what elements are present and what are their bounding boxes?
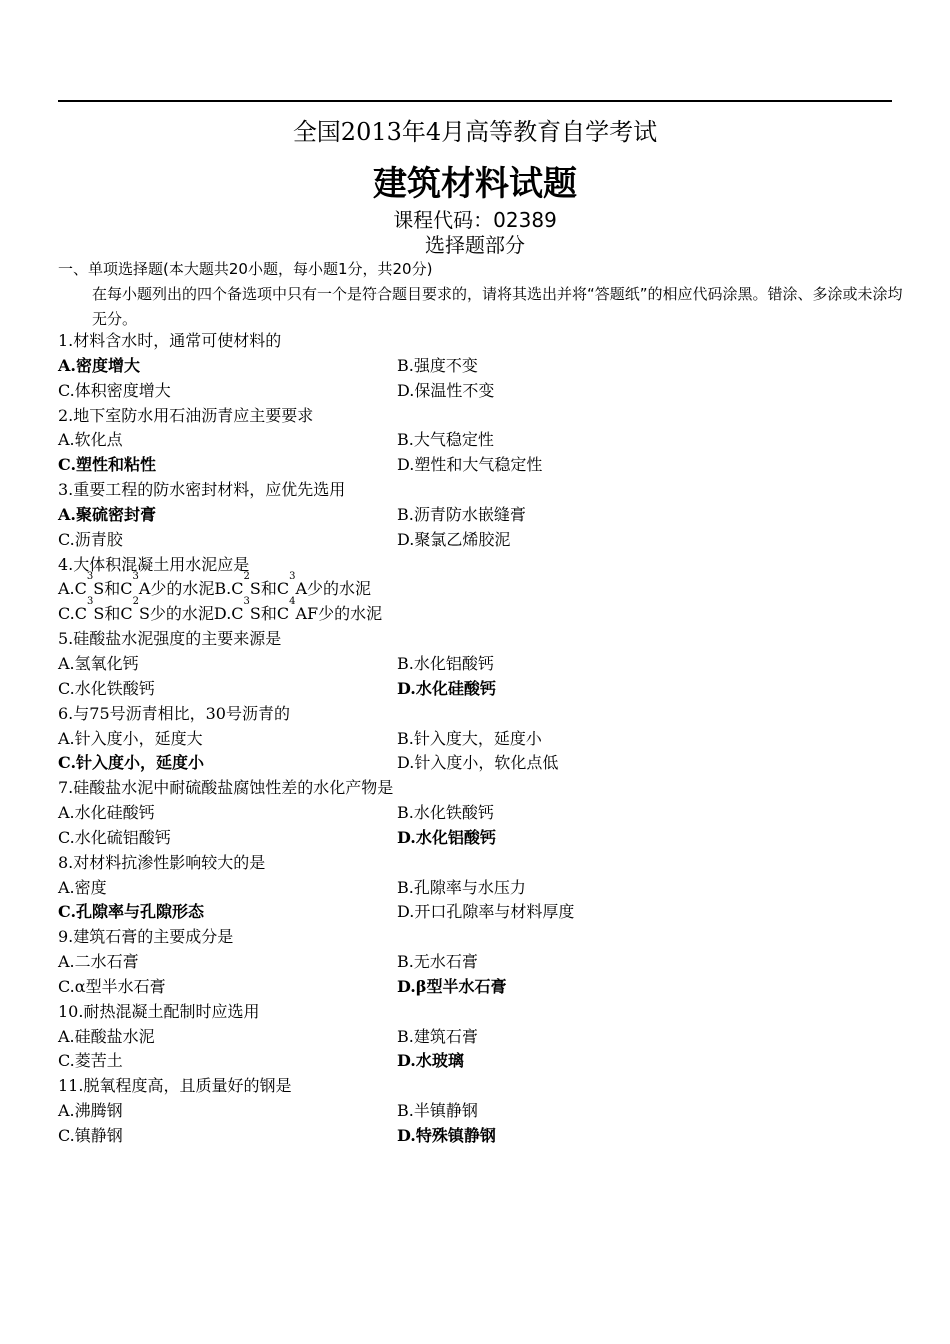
option-c: C.水化硫铝酸钙	[58, 827, 171, 847]
option-row	[58, 801, 892, 826]
option-c: C.镇静钢	[58, 1126, 123, 1145]
option-b: B.水化铝酸钙	[397, 653, 494, 673]
option-a: A.软化点	[58, 430, 123, 450]
option-row	[58, 503, 892, 528]
option-b: B.强度不变	[397, 355, 478, 375]
option-a: A.沸腾钢	[58, 1101, 123, 1121]
question-stem: 3.重要工程的防水密封材料，应优先选用	[58, 480, 346, 500]
option-d: D.聚氯乙烯胶泥	[397, 529, 511, 549]
option-c: C.针入度小，延度小	[58, 753, 205, 773]
option-row	[58, 677, 892, 702]
question-stem: 5.硅酸盐水泥强度的主要来源是	[58, 629, 282, 649]
option-a: A.聚硫密封膏	[58, 504, 156, 524]
question-list	[58, 329, 892, 1149]
section-instructions: 在每小题列出的四个备选项中只有一个是符合题目要求的，请将其选出并将“答题纸”的相应代码涂黑。错涂、多涂或未涂均无分。	[92, 285, 903, 328]
option-row	[58, 727, 892, 752]
option-row	[58, 1099, 892, 1124]
option-row	[58, 1124, 892, 1149]
question-stem: 9.建筑石膏的主要成分是	[58, 927, 234, 947]
option-a: A.氢氧化钙	[58, 653, 139, 673]
option-row	[58, 1025, 892, 1050]
option-row	[58, 428, 892, 453]
option-d: D.水化铝酸钙	[397, 827, 496, 847]
question-stem: 4.大体积混凝土用水泥应是	[58, 554, 250, 574]
option-a: A.水化硅酸钙	[58, 803, 155, 823]
option-b: B.半镇静钢	[397, 1101, 478, 1121]
header-rule	[58, 100, 892, 102]
option-row	[58, 950, 892, 975]
option-c: C.体积密度增大	[58, 380, 171, 400]
option-row	[58, 1049, 892, 1074]
option-row	[58, 751, 892, 776]
option-c: C.孔隙率与孔隙形态	[58, 902, 205, 922]
option-d: D.针入度小，软化点低	[397, 753, 559, 773]
option-row	[58, 453, 892, 478]
option-b: B.针入度大，延度小	[397, 728, 542, 748]
option-row	[58, 354, 892, 379]
option-row	[58, 876, 892, 901]
option-a: A.二水石膏	[58, 952, 139, 972]
option-b: B.无水石膏	[397, 952, 478, 972]
option-d: D.水化硅酸钙	[397, 678, 496, 698]
option-b: B.建筑石膏	[397, 1026, 478, 1046]
part-title: 选择题部分	[425, 233, 525, 257]
option-d: D.开口孔隙率与材料厚度	[397, 902, 575, 922]
option-row	[58, 528, 892, 553]
exam-title: 全国2013年4月高等教育自学考试	[292, 118, 658, 146]
option-d: D.塑性和大气稳定性	[397, 455, 543, 475]
question-stem: 10.耐热混凝土配制时应选用	[58, 1001, 260, 1021]
question-stem: 2.地下室防水用石油沥青应主要要求	[58, 405, 314, 425]
option-b: B.孔隙率与水压力	[397, 877, 526, 897]
question-stem: 6.与75号沥青相比，30号沥青的	[58, 703, 290, 723]
option-row	[58, 900, 892, 925]
option-d: D.β型半水石膏	[397, 976, 507, 996]
option-c: C.沥青胶	[58, 529, 123, 549]
option-b: B.大气稳定性	[397, 430, 494, 450]
option-c: C.塑性和粘性	[58, 455, 157, 475]
option-a: A.针入度小，延度大	[58, 728, 203, 748]
paper-title: 建筑材料试题	[373, 164, 577, 204]
option-d: D.特殊镇静钢	[397, 1126, 496, 1145]
option-row: A.C 3 S和C 3 A少的水泥B.C 2 S和C 3 A少的水泥	[58, 571, 372, 599]
option-d: D.水玻璃	[397, 1051, 464, 1071]
question-stem: 8.对材料抗渗性影响较大的是	[58, 852, 266, 872]
option-a: A.密度增大	[58, 355, 140, 375]
section-heading: 一、单项选择题(本大题共20小题，每小题1分，共20分)	[58, 260, 433, 278]
question-stem: 1.材料含水时，通常可使材料的	[58, 331, 282, 350]
option-row	[58, 379, 892, 404]
question-stem: 7.硅酸盐水泥中耐硫酸盐腐蚀性差的水化产物是	[58, 778, 394, 798]
option-row: C.C 3 S和C 2 S少的水泥D.C 3 S和C 4 AF少的水泥	[58, 596, 383, 624]
option-c: C.菱苦土	[58, 1051, 123, 1071]
option-d: D.保温性不变	[397, 380, 495, 400]
option-row	[58, 826, 892, 851]
option-b: B.水化铁酸钙	[397, 803, 494, 823]
question-stem: 11.脱氧程度高，且质量好的钢是	[58, 1076, 292, 1096]
option-b: B.沥青防水嵌缝膏	[397, 504, 526, 524]
course-code: 课程代码：02389	[393, 208, 557, 232]
option-c: C.α型半水石膏	[58, 976, 166, 996]
option-a: A.密度	[58, 877, 107, 897]
option-row	[58, 652, 892, 677]
option-c: C.水化铁酸钙	[58, 678, 155, 698]
option-row	[58, 975, 892, 1000]
option-a: A.硅酸盐水泥	[58, 1026, 155, 1046]
